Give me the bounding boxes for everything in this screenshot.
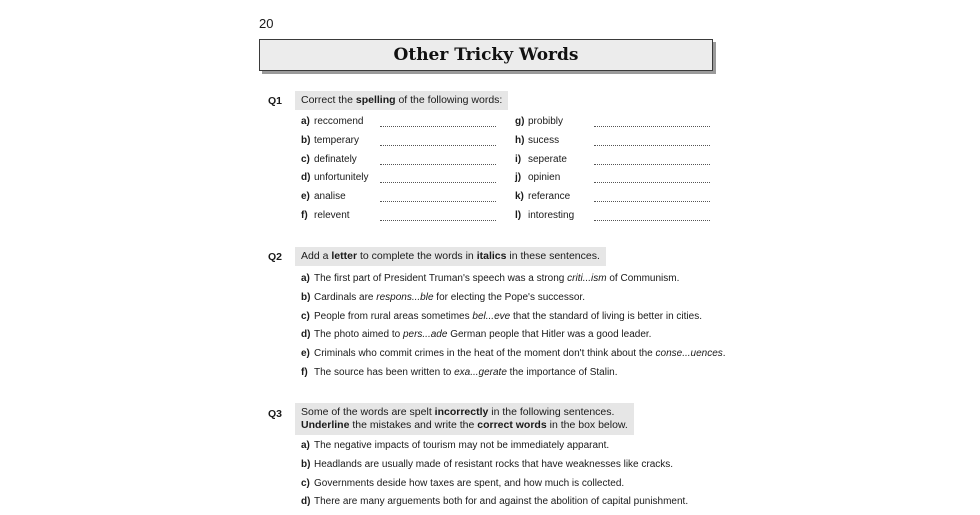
sentence-item <box>301 440 609 451</box>
word-item <box>515 154 710 165</box>
word-item <box>301 116 496 127</box>
title-banner <box>259 39 713 71</box>
answer-line[interactable] <box>594 174 710 183</box>
question-number-q2: Q2 <box>268 251 283 263</box>
incomplete-word: respons...ble <box>376 291 434 303</box>
sentence-item <box>301 329 651 340</box>
answer-line[interactable] <box>594 137 710 146</box>
answer-line[interactable] <box>594 193 710 202</box>
q2-instruction-text-end: in these sentences. <box>506 250 600 262</box>
sentence-item <box>301 367 618 378</box>
answer-line[interactable] <box>380 118 496 127</box>
item-letter: d) <box>301 496 311 508</box>
misspelt-word: temperary <box>314 134 360 146</box>
answer-line[interactable] <box>380 137 496 146</box>
word-item <box>301 154 496 165</box>
sentence-text-end: the importance of Stalin. <box>506 367 618 378</box>
incomplete-word: exa...gerate <box>454 367 507 378</box>
incomplete-word: criti...ism <box>567 273 607 284</box>
sentence-text: Governments deside how taxes are spent, and how much is collected. <box>314 477 625 489</box>
item-letter: g) <box>515 116 525 127</box>
misspelt-word: definately <box>314 153 357 165</box>
q2-instruction <box>295 247 606 266</box>
page-title: Other Tricky Words <box>393 45 579 65</box>
q2-instruction-text: Add a <box>301 250 332 262</box>
sentence-text: The photo aimed to <box>314 329 403 341</box>
incomplete-word: pers...ade <box>402 329 448 341</box>
q3-instruction-text: Some of the words are spelt <box>301 406 435 418</box>
sentence-text-end: German people that Hitler was a good leader. <box>447 329 652 341</box>
misspelt-word: analise <box>314 191 346 203</box>
sentence-item <box>301 478 624 489</box>
word-item <box>515 116 710 127</box>
word-item <box>301 210 496 221</box>
q3-instruction-text-line2-end: in the box below. <box>546 419 628 431</box>
q3-instruction-bold-underline: Underline <box>301 419 350 431</box>
question-number-q3: Q3 <box>268 408 283 420</box>
item-letter: e) <box>301 191 310 203</box>
incomplete-word: conse...uences <box>655 348 723 360</box>
word-item <box>301 135 496 146</box>
item-letter: f) <box>301 367 308 378</box>
sentence-text: The source has been written to <box>314 367 455 378</box>
sentence-item <box>301 273 679 284</box>
item-letter: a) <box>301 440 310 451</box>
sentence-item <box>301 459 673 470</box>
sentence-text-end: that the standard of living is better in cities. <box>510 310 702 322</box>
item-letter: a) <box>301 116 310 127</box>
answer-line[interactable] <box>594 212 710 221</box>
item-letter: i) <box>515 153 522 165</box>
misspelt-word: sucess <box>528 134 560 146</box>
misspelt-word: intoresting <box>528 210 575 221</box>
question-number-q1: Q1 <box>268 95 283 107</box>
q2-instruction-bold-italics: italics <box>476 250 507 262</box>
sentence-item <box>301 348 726 359</box>
item-letter: c) <box>301 153 310 165</box>
answer-line[interactable] <box>380 212 496 221</box>
item-letter: l) <box>515 210 522 221</box>
q1-instruction-text: Correct the <box>301 94 356 106</box>
item-letter: b) <box>301 291 311 303</box>
item-letter: b) <box>301 458 311 470</box>
word-item <box>515 210 710 221</box>
word-item <box>515 191 710 202</box>
item-letter: c) <box>301 477 310 489</box>
sentence-text: There are many arguements both for and against the abolition of capital punishment. <box>314 496 689 508</box>
sentence-text-end: of Communism. <box>606 273 680 284</box>
incomplete-word: bel...eve <box>472 310 511 322</box>
page-number: 20 <box>259 16 274 31</box>
answer-line[interactable] <box>380 193 496 202</box>
misspelt-word: relevent <box>314 210 350 221</box>
item-letter: d) <box>301 329 311 341</box>
q1-instruction-text-end: of the following words: <box>395 94 503 106</box>
sentence-text: Headlands are usually made of resistant rocks that have weaknesses like cracks. <box>314 458 674 470</box>
item-letter: k) <box>515 191 524 203</box>
misspelt-word: reccomend <box>314 116 364 127</box>
sentence-item <box>301 496 688 507</box>
q1-instruction <box>295 91 508 110</box>
sentence-text: The negative impacts of tourism may not be immediately apparant. <box>314 440 610 451</box>
sentence-item <box>301 311 702 322</box>
item-letter: e) <box>301 348 310 360</box>
q3-instruction-text-end: in the following sentences. <box>488 406 615 418</box>
sentence-text-end: for electing the Pope's successor. <box>433 291 585 303</box>
word-item <box>301 191 496 202</box>
word-item <box>301 172 496 183</box>
misspelt-word: opinien <box>528 172 561 184</box>
word-item <box>515 172 710 183</box>
item-letter: f) <box>301 210 308 221</box>
q3-instruction <box>295 403 634 435</box>
item-letter: a) <box>301 273 310 284</box>
word-item <box>515 135 710 146</box>
answer-line[interactable] <box>380 174 496 183</box>
q3-instruction-bold-correct-words: correct words <box>477 419 547 431</box>
item-letter: d) <box>301 172 311 184</box>
sentence-text-end: . <box>722 348 726 360</box>
item-letter: c) <box>301 310 310 322</box>
answer-line[interactable] <box>594 118 710 127</box>
answer-line[interactable] <box>594 156 710 165</box>
q3-instruction-bold-incorrectly: incorrectly <box>434 406 489 418</box>
sentence-text: People from rural areas sometimes <box>314 310 473 322</box>
sentence-text: The first part of President Truman's speech was a strong <box>314 273 568 284</box>
answer-line[interactable] <box>380 156 496 165</box>
misspelt-word: referance <box>528 191 571 203</box>
sentence-text: Criminals who commit crimes in the heat of the moment don't think about the <box>314 348 656 360</box>
misspelt-word: seperate <box>528 153 567 165</box>
q2-instruction-bold-letter: letter <box>331 250 358 262</box>
item-letter: j) <box>515 172 522 184</box>
misspelt-word: unfortunitely <box>314 172 369 184</box>
q1-instruction-bold: spelling <box>355 94 396 106</box>
item-letter: b) <box>301 134 311 146</box>
misspelt-word: probibly <box>528 116 564 127</box>
sentence-item <box>301 292 585 303</box>
sentence-text: Cardinals are <box>314 291 377 303</box>
item-letter: h) <box>515 134 525 146</box>
q2-instruction-text-mid: to complete the words in <box>357 250 477 262</box>
q3-instruction-text-mid: the mistakes and write the <box>349 419 478 431</box>
